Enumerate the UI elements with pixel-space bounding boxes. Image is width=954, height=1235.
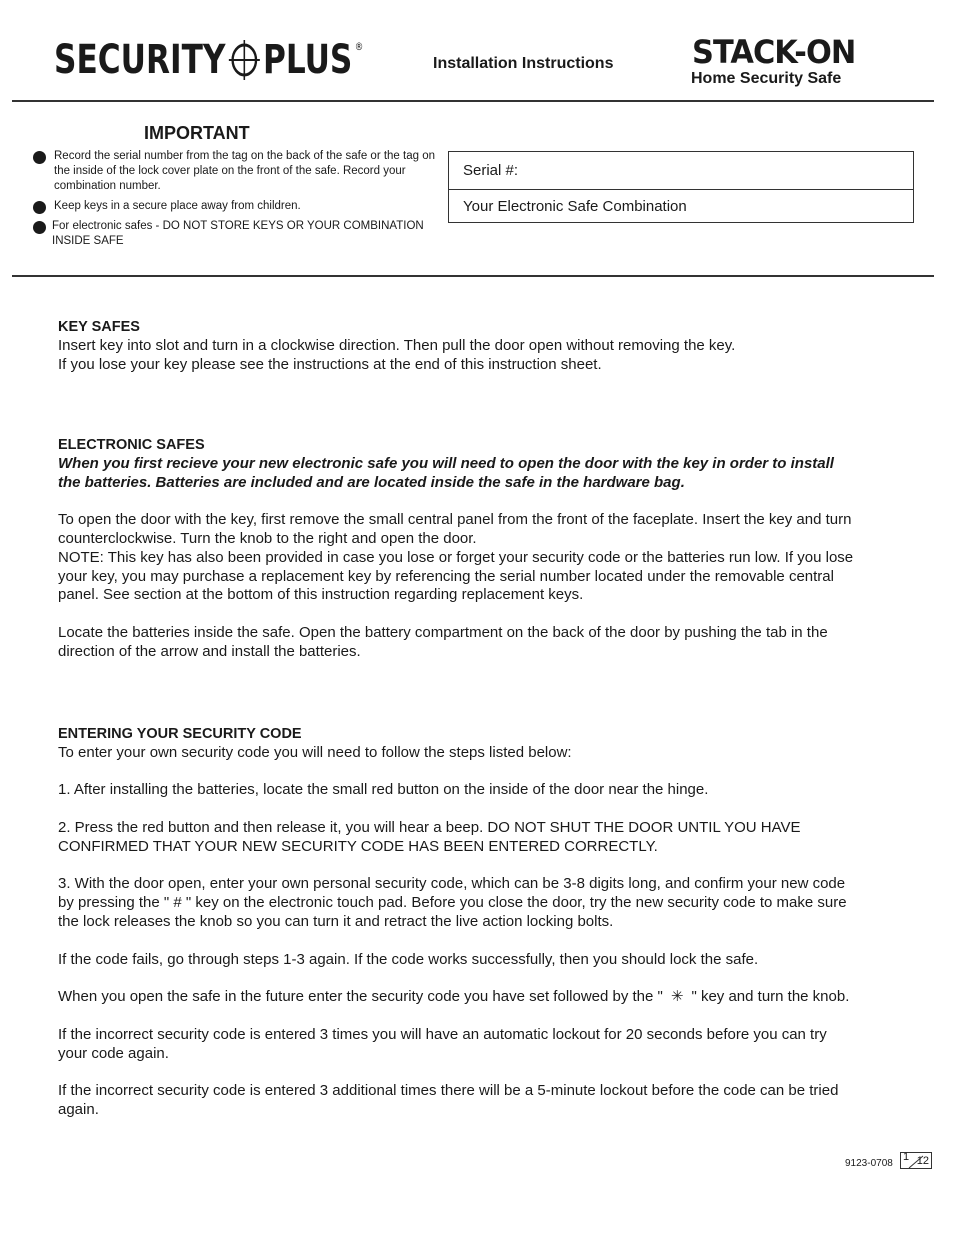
list-item — [33, 149, 443, 194]
record-box — [448, 151, 914, 223]
page-number: 1 — [903, 1151, 910, 1163]
list-item — [33, 219, 443, 249]
key-safes-heading: KEY SAFES — [58, 319, 140, 335]
star-key-icon: ✳ — [670, 988, 684, 1006]
electronic-safes-paragraph: Locate the batteries inside the safe. Open the battery compartment on the back of the door by pushing the tab in the direction of the arrow and install the batteries. — [58, 623, 828, 660]
step-2: 2. Press the red button and then release it, you will hear a beep. DO NOT SHUT THE DOOR UNTIL YOU HAVE CONFIRMED THAT YOUR NEW SECURITY CODE HAS BEEN ENTERED CORRECTLY. — [58, 818, 801, 855]
bullet-dot-icon — [33, 151, 46, 164]
security-code-section — [58, 725, 858, 1120]
electronic-safes-paragraph: To open the door with the key, first remove the small central panel from the front of the faceplate. Insert the key and turn counterclockwise. Turn the knob to the right and open the door. — [58, 511, 852, 547]
list-item — [33, 199, 443, 214]
logo-word-plus: PLUS — [262, 37, 353, 83]
step-1: 1. After installing the batteries, locate the small red button on the inside of the door near the hinge. — [58, 781, 709, 799]
electronic-safes-intro: When you first recieve your new electronic safe you will need to open the door with the key in order to install the batteries. Batteries are included and are located inside the safe in the hardware bag. — [58, 454, 834, 491]
key-safes-section — [58, 318, 858, 374]
electronic-safes-note: NOTE: This key has also been provided in case you lose or forget your security code or the batteries run low. If you lose your key, you may purchase a replacement key by referencing the serial number located under the removable central panel. See section at the bottom of this instruction regarding replacement keys. — [58, 548, 854, 604]
code-fail-text: If the code fails, go through steps 1-3 again. If the code works successfully, then you should lock the safe. — [58, 950, 759, 968]
page-total: 12 — [916, 1155, 929, 1167]
lockout-text: If the incorrect security code is entered 3 times you will have an automatic lockout for 20 seconds before you can try your code again. — [58, 1025, 827, 1062]
crosshair-icon — [229, 40, 260, 80]
section-divider — [12, 275, 934, 277]
security-plus-logo — [54, 36, 363, 84]
security-code-intro: To enter your own security code you will need to follow the steps listed below: — [58, 743, 572, 761]
step-3: 3. With the door open, enter your own personal security code, which can be 3-8 digits long, and confirm your new code by pressing the " # " key on the electronic touch pad. Before you close the door, try the new security code to make sure the lock releases the knob so you can turn it and retract the live action locking bolts. — [58, 875, 847, 930]
logo-word-security: SECURITY — [54, 37, 226, 83]
bullet-text: For electronic safes - DO NOT STORE KEYS OR YOUR COMBINATION INSIDE SAFE — [52, 220, 424, 247]
important-list — [33, 149, 443, 254]
combination-field: Your Electronic Safe Combination — [449, 189, 913, 222]
future-open-text-end: " key and turn the knob. — [691, 988, 850, 1006]
header-divider — [12, 100, 934, 102]
bullet-text: Record the serial number from the tag on the back of the safe or the tag on the inside of the lock cover plate on the front of the safe. Record your combination number. — [54, 150, 435, 192]
stack-on-logo: STACK-ON — [692, 33, 856, 71]
document-type: Installation Instructions — [433, 55, 614, 72]
important-title: IMPORTANT — [144, 123, 250, 143]
lockout-text: If the incorrect security code is entered 3 additional times there will be a 5-minute lockout before the code can be tried again. — [58, 1082, 839, 1118]
electronic-safes-section — [58, 436, 858, 662]
page-indicator — [900, 1152, 932, 1169]
document-code: 9123-0708 — [845, 1158, 893, 1169]
key-safes-text: Insert key into slot and turn in a clockwise direction. Then pull the door open without removing the key. — [58, 336, 736, 354]
key-safes-text: If you lose your key please see the instructions at the end of this instruction sheet. — [58, 355, 602, 373]
future-open-text-start: When you open the safe in the future enter the security code you have set followed by the " — [58, 988, 663, 1006]
bullet-dot-icon — [33, 201, 46, 214]
security-code-heading: ENTERING YOUR SECURITY CODE — [58, 726, 302, 742]
future-open-text — [58, 988, 858, 1007]
bullet-dot-icon — [33, 221, 46, 234]
product-name: Home Security Safe — [691, 70, 842, 87]
registered-mark: ® — [354, 40, 364, 53]
bullet-text: Keep keys in a secure place away from children. — [54, 200, 301, 212]
serial-number-field: Serial #: — [463, 162, 519, 179]
electronic-safes-heading: ELECTRONIC SAFES — [58, 437, 205, 453]
